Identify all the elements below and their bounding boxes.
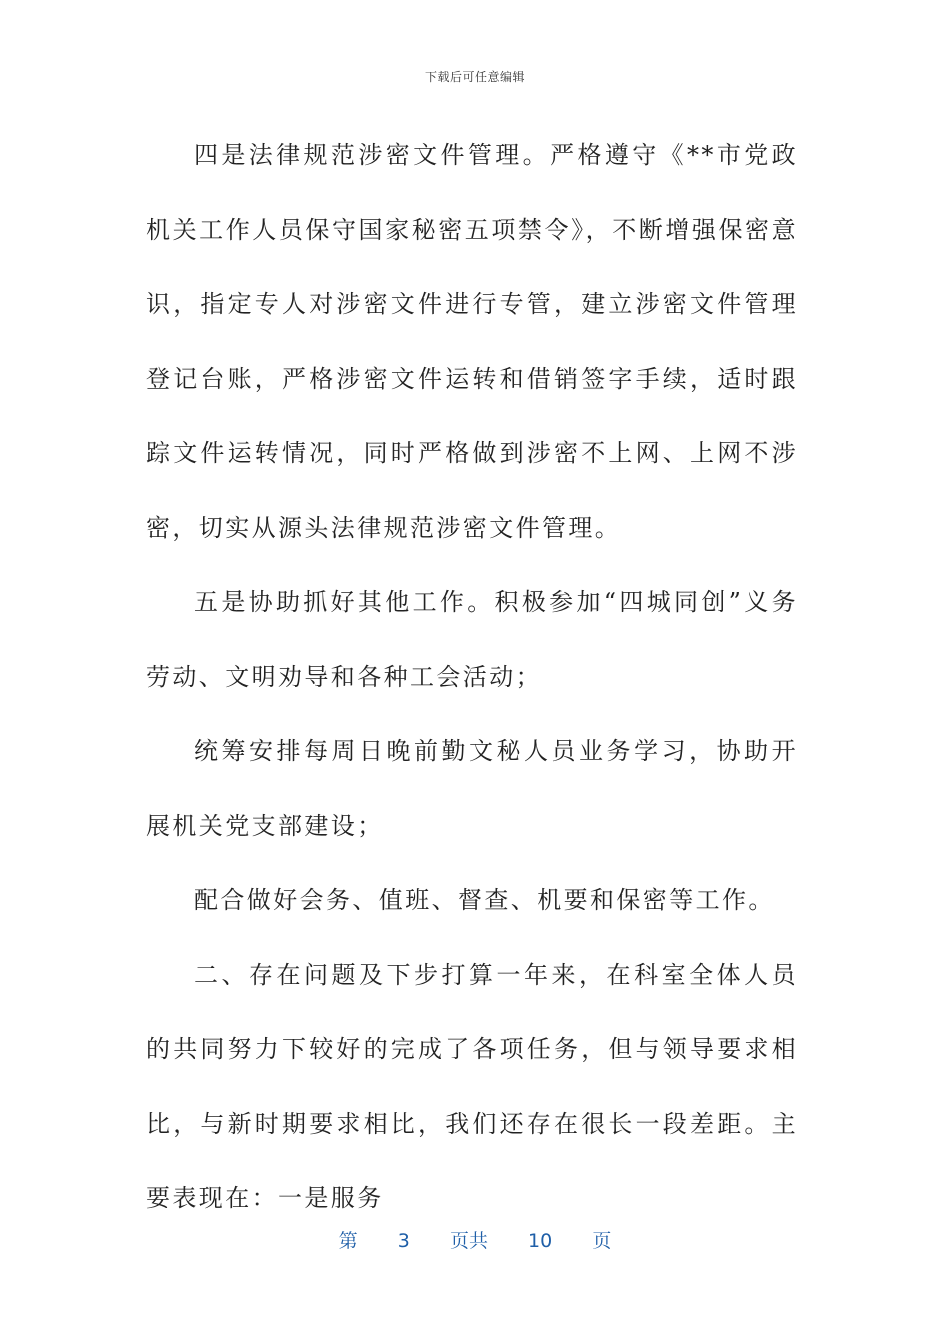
paragraph-other-work: 五是协助抓好其他工作。积极参加“四城同创”义务劳动、文明劝导和各种工会活动； (146, 588, 798, 691)
footer-middle: 页共 (449, 1230, 488, 1252)
page-header-note: 下载后可任意编辑 (424, 70, 525, 84)
footer-total-pages: 10 (528, 1230, 553, 1252)
paragraph-confidential-files: 四是法律规范涉密文件管理。严格遵守《**市党政机关工作人员保守国家秘密五项禁令》，不断增强保密意识，指定专人对涉密文件进行专管，建立涉密文件管理登记台账，严格涉密文件运转和借销签字手续，适时跟踪文件运转情况，同时严格做到涉密不上网、上网不涉密，切实从源头法律规范涉密文件管理。 (146, 141, 798, 542)
document-body (146, 118, 798, 1236)
page-number-footer (0, 1226, 950, 1253)
paragraph-problems-plans: 二、存在问题及下步打算一年来，在科室全体人员的共同努力下较好的完成了各项任务，但与领导要求相比，与新时期要求相比，我们还存在很长一段差距。主要表现在：一是服务 (146, 960, 798, 1212)
footer-prefix: 第 (338, 1230, 358, 1252)
paragraph-study-arrangement: 统筹安排每周日晚前勤文秘人员业务学习，协助开展机关党支部建设； (146, 737, 798, 840)
paragraph-cooperation: 配合做好会务、值班、督查、机要和保密等工作。 (194, 886, 775, 914)
footer-suffix: 页 (592, 1230, 612, 1252)
footer-current-page: 3 (397, 1230, 410, 1252)
